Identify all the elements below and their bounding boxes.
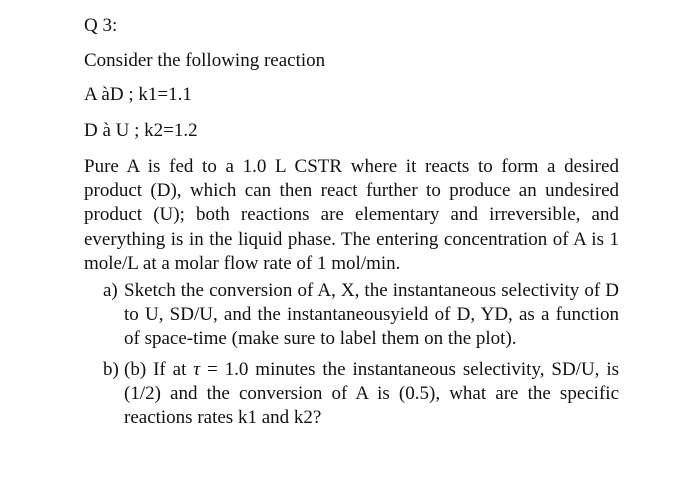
part-a (84, 279, 619, 352)
part-a-text: Sketch the conversion of A, X, the instantaneous selectivity of D to U, SD/U, and the instantaneousyield of D, YD, as a function of space-time (make sure to label them on the plot). (124, 280, 619, 350)
question-intro: Consider the following reaction (84, 50, 326, 71)
reaction-1: A àD ; k1=1.1 (84, 84, 192, 105)
question-title: Q 3: (84, 15, 118, 36)
tau-symbol: τ (193, 358, 201, 380)
part-b-text-after: = 1.0 minutes the instantaneous selectivity, SD/U, is (1/2) and the conversion of A is (0.5), what are the specific reactions rates k1 and k2? (124, 358, 619, 429)
part-b-marker: b) (103, 358, 119, 380)
question-block (84, 14, 619, 430)
part-b (84, 358, 619, 431)
part-a-marker: a) (103, 280, 118, 302)
question-parts (84, 279, 619, 430)
reaction-2: D à U ; k2=1.2 (84, 120, 198, 141)
part-b-text-before: (b) If at (124, 358, 187, 380)
problem-statement: Pure A is fed to a 1.0 L CSTR where it reacts to form a desired product (D), which can then react further to produce an undesired product (U); both reactions are elementary and irreversible, and everything is in the liquid phase. The entering concentration of A is 1 mole/L at a molar flow rate of 1 mol/min. (84, 156, 619, 274)
part-b-text (124, 358, 619, 431)
